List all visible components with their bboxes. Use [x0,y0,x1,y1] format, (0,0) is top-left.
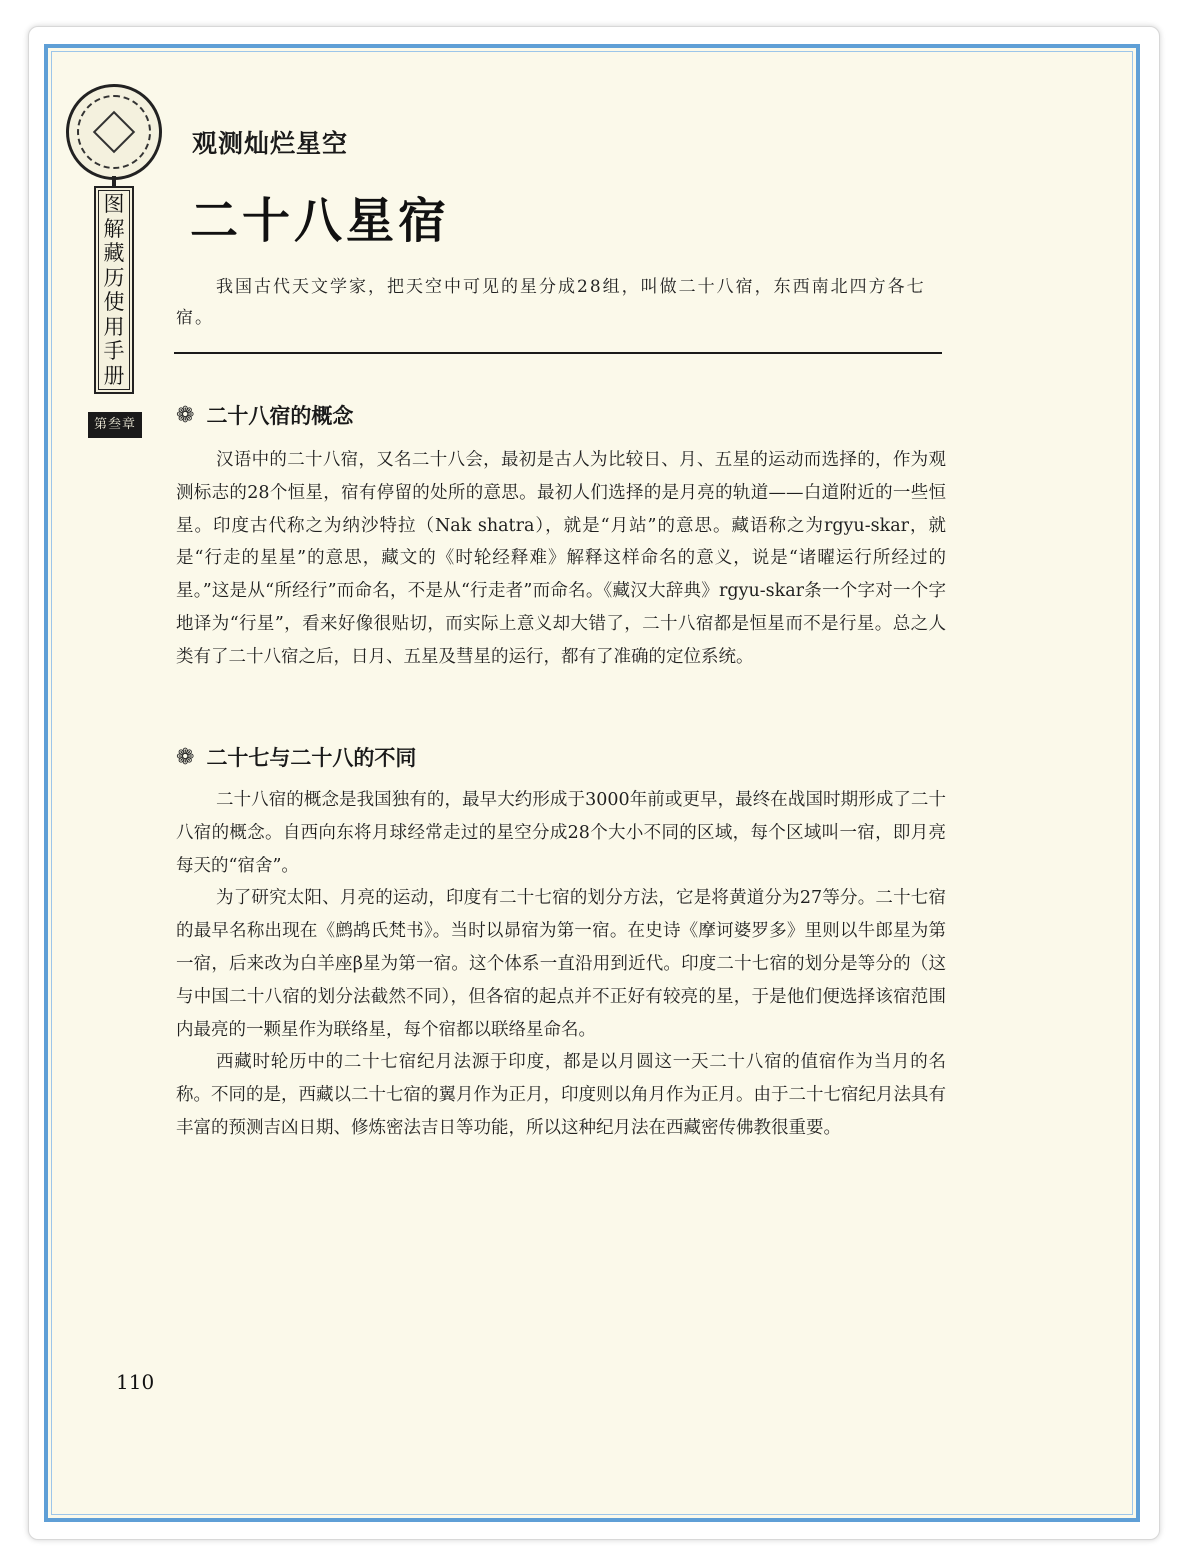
section-kicker: 观测灿烂星空 [192,129,349,158]
book-title-char: 册 [103,363,125,388]
flower-ornament-icon: ❁ [176,744,195,770]
section-body-difference [176,784,946,1145]
chapter-badge: 第叁章 [88,412,142,438]
page-number: 110 [116,1370,155,1394]
book-title-char: 藏 [103,241,125,266]
book-title-tab [94,186,134,394]
body-paragraph: 为了研究太阳、月亮的运动，印度有二十七宿的划分方法，它是将黄道分为27等分。二十七宿的最早名称出现在《鹧鸪氏梵书》。当时以昴宿为第一宿。在史诗《摩诃婆罗多》里则以牛郎星为第一宿，后来改为白羊座β星为第一宿。这个体系一直沿用到近代。印度二十七宿的划分是等分的（这与中国二十八宿的划分法截然不同），但各宿的起点并不正好有较亮的星，于是他们便选择该宿范围内最亮的一颗星作为联络星，每个宿都以联络星命名。 [176,888,946,1040]
divider-rule [174,352,942,354]
book-page [44,44,1140,1522]
mandala-emblem-icon [66,84,162,180]
body-paragraph: 西藏时轮历中的二十七宿纪月法源于印度，都是以月圆这一天二十八宿的值宿作为当月的名称。不同的是，西藏以二十七宿的翼月作为正月，印度则以角月作为正月。由于二十七宿纪月法具有丰富的预测吉凶日期、修炼密法吉日等功能，所以这种纪月法在西藏密传佛教很重要。 [176,1052,946,1138]
intro-paragraph: 我国古代天文学家，把天空中可见的星分成28组，叫做二十八宿，东西南北四方各七宿。 [176,277,926,328]
body-paragraph: 汉语中的二十八宿，又名二十八会，最初是古人为比较日、月、五星的运动而选择的，作为观测标志的28个恒星，宿有停留的处所的意思。最初人们选择的是月亮的轨道——白道附近的一些恒星。印度古代称之为纳沙特拉（Nak shatra），就是“月站”的意思。藏语称之为rgyu-skar，就是“行走的星星”的意思，藏文的《时轮经释难》解释这样命名的意义，说是“诸曜运行所经过的星。”这是从“所经行”而命名，不是从“行走者”而命名。《藏汉大辞典》rgyu-skar条一个字对一个字地译为“行星”，看来好像很贴切，而实际上意义却大错了，二十八宿都是恒星而不是行星。总之人类有了二十八宿之后，日月、五星及彗星的运行，都有了准确的定位系统。 [176,450,946,667]
book-title-char: 用 [103,314,125,339]
section-heading-concept [176,400,353,430]
body-paragraph: 二十八宿的概念是我国独有的，最早大约形成于3000年前或更早，最终在战国时期形成了二十八宿的概念。自西向东将月球经常走过的星空分成28个大小不同的区域，每个区域叫一宿，即月亮每天的“宿舍”。 [176,790,946,876]
page-title: 二十八星宿 [190,193,451,249]
book-title-char: 使 [103,290,125,315]
section-body-concept [176,444,946,674]
book-title-char: 历 [103,265,125,290]
book-title-char: 解 [103,216,125,241]
section-heading-text: 二十七与二十八的不同 [206,746,417,770]
section-heading-difference [176,742,416,772]
book-title-char: 手 [103,339,125,364]
book-title-char: 图 [103,192,125,217]
section-heading-text: 二十八宿的概念 [206,404,354,428]
flower-ornament-icon: ❁ [176,402,195,428]
